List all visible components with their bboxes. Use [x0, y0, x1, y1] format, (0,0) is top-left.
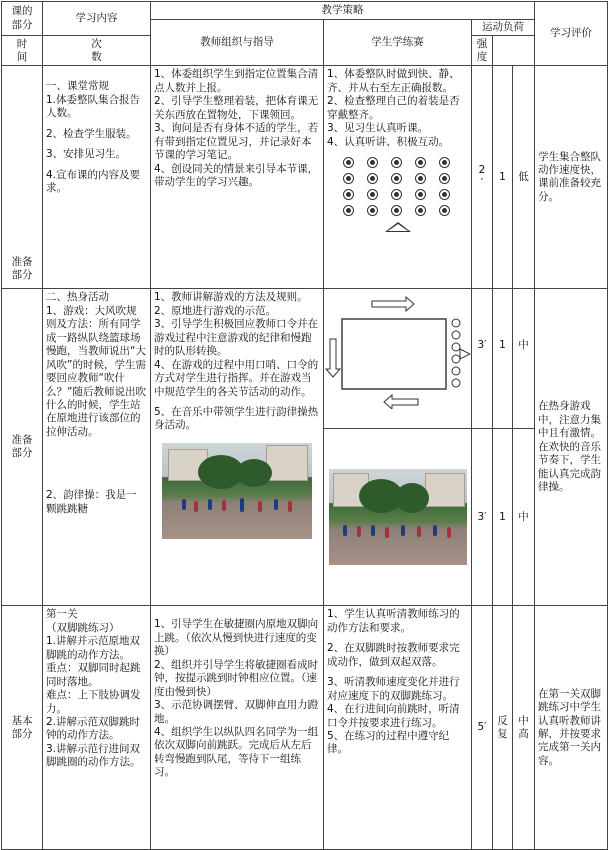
running-route-diagram — [324, 289, 472, 409]
row2-time-b: 3′ — [472, 429, 493, 606]
row3-count: 反 复 — [493, 606, 513, 850]
arrow-down-icon — [326, 339, 340, 377]
row2-teacher: 1、教师讲解游戏的方法及规则。 2、原地进行游戏的示范。 3、引导学生积极回应教师口令并在游戏过程中注意游戏的纪律和慢跑时的队形转换。 4、在游戏的过程中用口哨、口令的方式对学生进行指挥。并在游戏当中规范学生的各关节活动的动作。 5、在音乐中带领学生进行韵律操热身活动。 — [151, 289, 324, 606]
row3-part: 基本 部分 — [2, 606, 43, 850]
header-time: 时 间 — [2, 36, 43, 66]
header-eval: 学习评价 — [535, 2, 608, 66]
row1-teacher: 1、体委组织学生到指定位置集合清点人数并上报。 2、引导学生整理着装，把体育课无关东西放在置物处，下课领回。 3、询问是否有身体不适的学生，若有带到指定位置见习，并记录好本节课的学习笔记。 4、创设同关的情景来引导本节课，带动学生的学习兴趣。 — [151, 66, 324, 289]
row2-student-diagram-cell — [324, 289, 472, 429]
header-count: 次 数 — [43, 36, 151, 66]
row2-intensity-b: 中 — [513, 429, 535, 606]
row2-count-a: 1 — [493, 289, 513, 429]
row3-intensity: 中 高 — [513, 606, 535, 850]
row1-content: 一、课堂常规 1.体委整队集合报告人数。 2、检查学生服装。 3、安排见习生。 4.宣布课的内容及要求。 — [43, 66, 151, 289]
row2-part: 准备 部分 — [2, 289, 43, 606]
teacher-position-icon — [385, 222, 411, 232]
warmup-photo-student — [329, 469, 467, 565]
row1-intensity: 低 — [513, 66, 535, 289]
arrow-right-icon — [372, 297, 414, 311]
row2-content: 二、热身活动 1、游戏：大风吹规则及方法：所有同学成一路纵队绕篮球场慢跑，当教师说出“大风吹”的时候，学生需要回应教师“吹什么？”随后教师说出吹什么的时候，学生站在原地进行该部位的拉伸活动。 2、韵律操：我是一颗跳跳糖 — [43, 289, 151, 606]
formation-diagram — [327, 157, 468, 216]
row2-eval: 在热身游戏中，注意力集中且有激情。在欢快的音乐节奏下，学生能认真完成韵律操。 — [535, 289, 608, 606]
row3-content: 第一关 （双脚跳练习） 1.讲解并示范原地双脚跳的动作方法。 重点：双脚同时起跳同时落地。 难点：上下肢协调发力。 2.讲解示范双脚跳时钟的动作方法。 3.讲解示范行进间双脚跳圈的动作方法。 — [43, 606, 151, 850]
row3-time: 5′ — [472, 606, 493, 850]
row3-eval: 在第一关双脚跳练习中学生认真听教师讲解，并按要求完成第一关内容。 — [535, 606, 608, 850]
arrow-left-icon — [384, 395, 418, 409]
header-content: 学习内容 — [43, 2, 151, 36]
row2-time-a: 3′ — [472, 289, 493, 429]
header-strategy: 教学策略 — [151, 2, 535, 20]
row3-teacher: 1、引导学生在敏捷圈内原地双脚向上跳。（依次从慢到快进行速度的变换） 2、组织并引导学生将敏捷圈看成时钟，按提示跳到时钟相应位置。（速度由慢到快） 3、示范协调摆臂、双脚伸直用力蹬地。 4、组织学生以纵队四名同学为一组依次双脚向前跳跃。完成后从左后转弯慢跑到队尾，等待下一组练习。 — [151, 606, 324, 850]
header-teacher: 教师组织与指导 — [151, 20, 324, 66]
row1-count: 1 — [493, 66, 513, 289]
header-student: 学生学练赛 — [324, 20, 472, 66]
row1-eval: 学生集合整队动作速度快，课前准备较充分。 — [535, 66, 608, 289]
header-intensity: 强 度 — [472, 36, 493, 66]
row1-part: 准备 部分 — [2, 66, 43, 289]
row2-count-b: 1 — [493, 429, 513, 606]
header-part: 课的 部分 — [2, 2, 43, 36]
warmup-photo-teacher — [162, 443, 312, 539]
row3-student: 1、学生认真听清教师练习的动作方法和要求。 2、在双脚跳时按教师要求完成动作，做到双起双落。 3、听清教师速度变化并进行对应速度下的双脚跳练习。 4、在行进间向前跳时，听清口令并按要求进行练习。 5、在练习的过程中遵守纪律。 — [324, 606, 472, 850]
row2-student-photo-cell — [324, 429, 472, 606]
row1-student: 1、体委整队时做到快、静、齐、并从右至左正确报数。 2、检查整理自己的着装是否穿戴整齐。 3、见习生认真听课。 4、认真听讲、积极互动。 — [324, 66, 472, 289]
lesson-plan-table — [1, 1, 608, 850]
header-load: 运动负荷 — [472, 20, 535, 36]
row1-time: 2 ′ — [472, 66, 493, 289]
row2-intensity-a: 中 — [513, 289, 535, 429]
